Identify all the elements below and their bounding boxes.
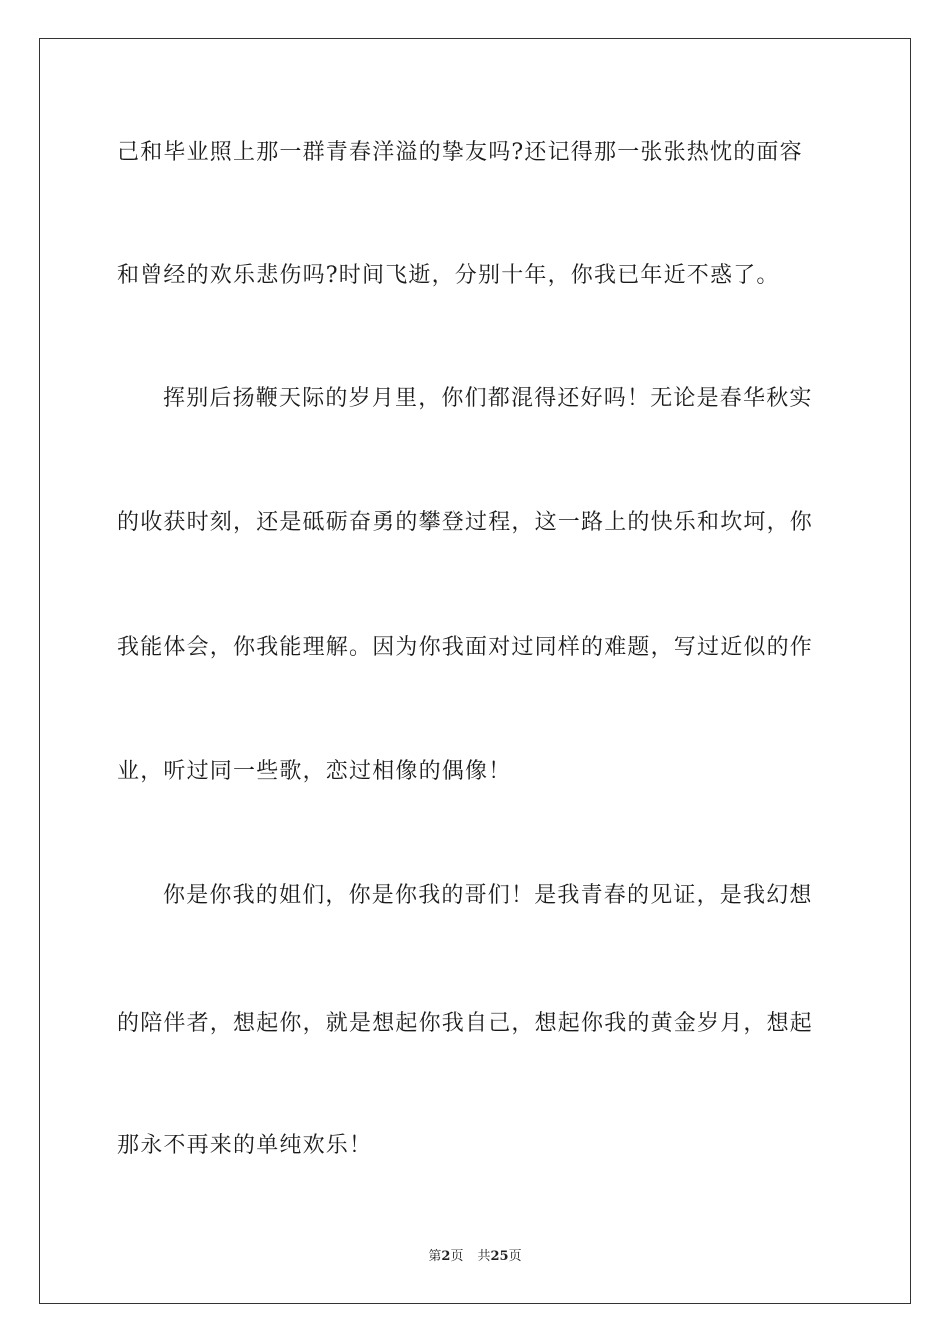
text-line: 己和毕业照上那一群青春洋溢的挚友吗?还记得那一张张热忱的面容	[117, 140, 803, 165]
page-number-label	[428, 1249, 463, 1264]
total-pages-label	[477, 1249, 521, 1264]
page-prefix: 第	[428, 1249, 442, 1264]
text-line: 那永不再来的单纯欢乐！	[117, 1133, 373, 1158]
text-line: 的陪伴者，想起你，就是想起你我自己，想起你我的黄金岁月，想起	[117, 1011, 814, 1036]
page-suffix: 页	[450, 1249, 464, 1264]
page-number: 2	[441, 1249, 451, 1264]
page-footer	[0, 1248, 950, 1266]
page-border	[39, 38, 911, 1304]
total-suffix: 页	[508, 1249, 522, 1264]
total-prefix: 共	[477, 1249, 491, 1264]
paragraph-first-line: 你是你我的姐们，你是你我的哥们！是我青春的见证，是我幻想	[163, 883, 813, 908]
total-pages: 25	[490, 1249, 509, 1264]
text-line: 我能体会，你我能理解。因为你我面对过同样的难题，写过近似的作	[117, 635, 814, 660]
text-line: 和曾经的欢乐悲伤吗?时间飞逝，分别十年，你我已年近不惑了。	[117, 263, 780, 288]
paragraph-first-line: 挥别后扬鞭天际的岁月里，你们都混得还好吗！无论是春华秋实	[163, 386, 813, 411]
text-line: 业，听过同一些歌，恋过相像的偶像！	[117, 759, 512, 784]
text-line: 的收获时刻，还是砥砺奋勇的攀登过程，这一路上的快乐和坎坷，你	[117, 510, 814, 535]
